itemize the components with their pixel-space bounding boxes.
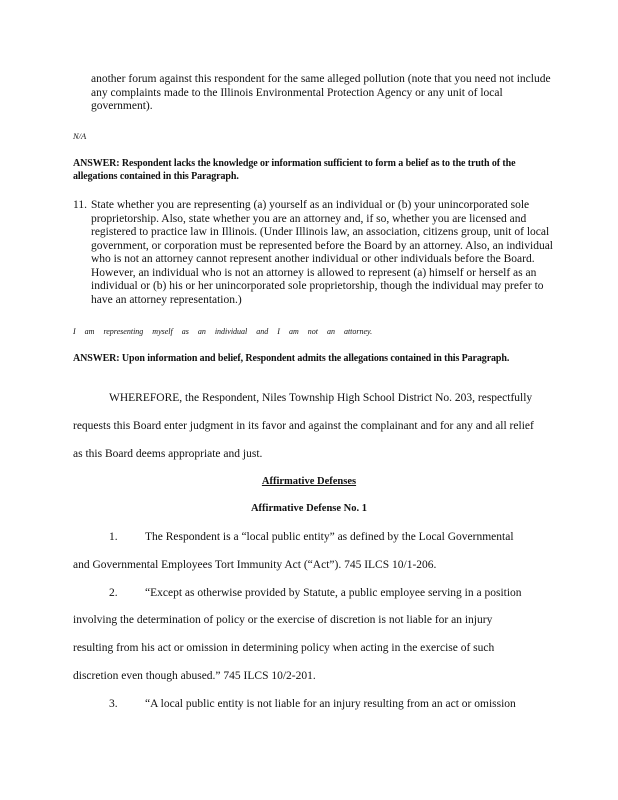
item-1-line-2: and Governmental Employees Tort Immunity Act (“Act”). 745 ILCS 10/1-206. — [73, 559, 437, 571]
item-3-number: 3. — [109, 698, 118, 710]
wherefore-line-1: WHEREFORE, the Respondent, Niles Township High School District No. 203, respectfully — [109, 392, 533, 404]
question-11-text: State whether you are representing (a) yourself as an individual or (b) your unincorporated sole proprietorship. Also, state whether you are an attorney and, if so, whether you are licensed and registered to practice law in Illinois. (Under Illinois law, an association, citizens group, unit of local government, or corporation must be represented before the Board by an attorney. Also, an individual who is not an attorney cannot represent another individual or other individuals before the Board. However, an individual who is not an attorney is allowed to represent (a) himself or herself as an individual or (b) his or her unincorporated sole proprietorship, though the individual may prefer to have an attorney representation.) — [91, 199, 553, 306]
item-2-line-3: resulting from his act or omission in determining policy when acting in the exercise of such — [73, 642, 495, 654]
item-2-line-1: “Except as otherwise provided by Statute, a public employee serving in a position — [145, 587, 522, 599]
response-11: I am representing myself as an individual and I am not an attorney. — [73, 327, 373, 336]
answer-paragraph-10: ANSWER: Respondent lacks the knowledge or information sufficient to form a belief as to the truth of the allegations contained in this Paragraph. — [73, 158, 516, 182]
item-1-number: 1. — [109, 531, 118, 543]
wherefore-line-3: as this Board deems appropriate and just. — [73, 448, 263, 460]
response-na: N/A — [73, 131, 87, 141]
wherefore-line-2: requests this Board enter judgment in its favor and against the complainant and for any and all relief — [73, 420, 534, 432]
affirmative-defenses-heading: Affirmative Defenses — [261, 476, 357, 487]
question-11-number: 11. — [73, 199, 87, 211]
item-1-line-1: The Respondent is a “local public entity” as defined by the Local Governmental — [145, 531, 514, 543]
item-2-line-2: involving the determination of policy or the exercise of discretion is not liable for an injury — [73, 614, 493, 626]
item-2-line-4: discretion even though abused.” 745 ILCS 10/2-201. — [73, 670, 316, 682]
item-3-line-1: “A local public entity is not liable for an injury resulting from an act or omission — [145, 698, 516, 710]
answer-paragraph-11: ANSWER: Upon information and belief, Respondent admits the allegations contained in this Paragraph. — [73, 353, 510, 364]
item-2-number: 2. — [109, 587, 118, 599]
paragraph-10-continuation: another forum against this respondent for the same alleged pollution (note that you need not include any complaints made to the Illinois Environmental Protection Agency or any unit of local government). — [91, 73, 551, 112]
affirmative-defense-1-heading: Affirmative Defense No. 1 — [250, 503, 368, 514]
